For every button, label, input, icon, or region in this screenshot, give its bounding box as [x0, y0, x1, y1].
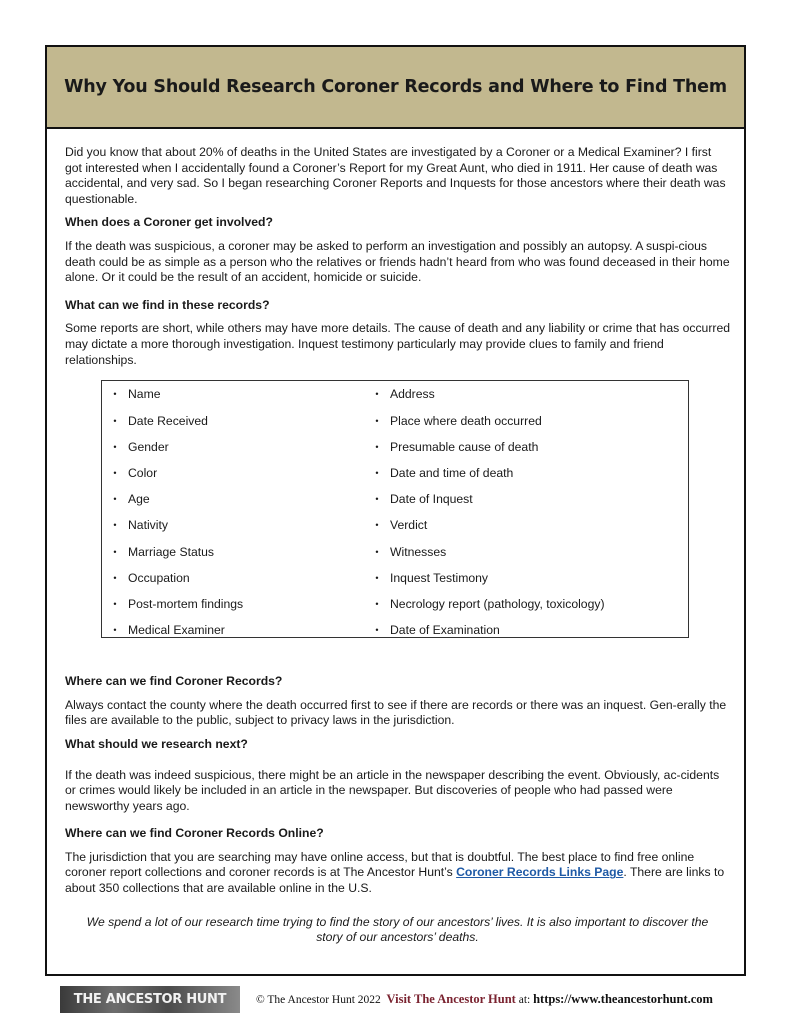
section-paragraph: If the death was indeed suspicious, there might be an article in the newspaper describing the event. Obviously, ac-cidents or crimes would likely be included in an article in the newspaper. But discoveries of people who had passed were newsworthy years ago.	[65, 767, 720, 813]
bullet-icon: •	[375, 520, 379, 531]
record-field-item	[102, 435, 364, 461]
footer-text	[256, 992, 713, 1007]
section-heading: Where can we find Coroner Records?	[65, 674, 283, 689]
bullet-icon: •	[113, 389, 117, 400]
bullet-icon: •	[113, 467, 117, 478]
record-field-label: Date of Examination	[390, 623, 500, 638]
record-field-label: Name	[128, 387, 161, 402]
record-field-label: Necrology report (pathology, toxicology)	[390, 596, 605, 611]
logo-text: THE ANCESTOR HUNT	[73, 991, 227, 1007]
bullet-icon: •	[113, 598, 117, 609]
section-heading: What can we find in these records?	[65, 297, 270, 312]
record-field-label: Verdict	[390, 518, 428, 533]
bullet-icon: •	[375, 546, 379, 557]
record-field-item	[102, 487, 364, 513]
page-frame	[45, 45, 746, 976]
record-field-item	[364, 618, 688, 644]
bullet-icon: •	[375, 625, 379, 636]
bullet-icon: •	[375, 415, 379, 426]
section-heading: Where can we find Coroner Records Online?	[65, 826, 324, 841]
page-title: Why You Should Research Coroner Records and Where to Find Them	[64, 77, 727, 97]
record-field-label: Age	[128, 492, 150, 507]
closing-statement: We spend a lot of our research time trying to find the story of our ancestors’ lives. It is also important to discover the story of our ancestors’ deaths.	[86, 914, 709, 945]
footer	[60, 984, 740, 1014]
record-field-item	[364, 565, 688, 591]
record-field-item	[364, 408, 688, 434]
article-body	[65, 145, 730, 946]
record-field-item	[364, 382, 688, 408]
record-field-label: Presumable cause of death	[390, 439, 539, 454]
paragraph-text: . There are links to about 350 collections that are available online in the U.S.	[65, 865, 725, 896]
record-field-label: Address	[390, 387, 435, 402]
record-field-item	[102, 592, 364, 618]
bullet-icon: •	[113, 494, 117, 505]
bullet-icon: •	[375, 389, 379, 400]
section-heading: What should we research next?	[65, 736, 248, 751]
record-field-item	[102, 539, 364, 565]
at-text: at:	[518, 993, 531, 1006]
bullet-icon: •	[375, 572, 379, 583]
record-field-label: Inquest Testimony	[390, 570, 489, 585]
bullet-icon: •	[113, 546, 117, 557]
bullet-icon: •	[113, 415, 117, 426]
coroner-records-links-page-link[interactable]: Coroner Records Links Page	[456, 865, 624, 880]
record-field-item	[102, 461, 364, 487]
record-field-item	[364, 592, 688, 618]
section-heading: When does a Coroner get involved?	[65, 215, 273, 230]
bullet-icon: •	[375, 494, 379, 505]
record-field-item	[364, 435, 688, 461]
record-field-item	[102, 618, 364, 644]
ancestor-hunt-logo[interactable]	[60, 986, 240, 1013]
record-field-item	[364, 513, 688, 539]
title-banner	[47, 47, 744, 129]
intro-paragraph: Did you know that about 20% of deaths in the United States are investigated by a Coroner or a Medical Examiner? I first got interested when I accidentally found a Coroner’s Report for my Great Aunt, who died in 1911. Her cause of death was accidental, and very sad. So I began researching Coroner Reports and Inquests for those ancestors where their death was questionable.	[65, 145, 726, 206]
record-field-label: Marriage Status	[128, 544, 215, 559]
visit-text: Visit The Ancestor Hunt	[386, 991, 516, 1006]
bullet-icon: •	[375, 467, 379, 478]
record-field-item	[364, 461, 688, 487]
record-field-item	[102, 513, 364, 539]
record-field-label: Date of Inquest	[390, 492, 473, 507]
record-field-label: Medical Examiner	[128, 623, 225, 638]
record-field-label: Occupation	[128, 570, 190, 585]
section-paragraph	[65, 850, 730, 897]
bullet-icon: •	[375, 441, 379, 452]
record-field-label: Post-mortem findings	[128, 596, 244, 611]
record-field-item	[364, 487, 688, 513]
record-fields-table	[101, 380, 689, 638]
record-field-label: Date Received	[128, 413, 208, 428]
record-field-label: Date and time of death	[390, 465, 514, 480]
section-paragraph: Always contact the county where the death occurred first to see if there are records or there was an inquest. Gen-erally the files are available to the public, subject to privacy laws in the jurisdiction.	[65, 697, 727, 728]
record-field-item	[364, 539, 688, 565]
record-field-label: Gender	[128, 439, 169, 454]
bullet-icon: •	[113, 572, 117, 583]
record-field-item	[102, 382, 364, 408]
record-field-label: Nativity	[128, 518, 168, 533]
record-field-item	[102, 408, 364, 434]
bullet-icon: •	[113, 441, 117, 452]
record-field-label: Color	[128, 465, 158, 480]
paragraph-text: The jurisdiction that you are searching may have online access, but that is doubtful. The best place to find free online coroner report collections and coroner records is at The Ancestor Hunt’s	[65, 849, 695, 880]
bullet-icon: •	[113, 625, 117, 636]
section-paragraph: Some reports are short, while others may have more details. The cause of death and any liability or crime that has occurred may dictate a more thorough investigation. Inquest testimony particularly may provide clues to family and friend relationships.	[65, 321, 730, 367]
section-paragraph: If the death was suspicious, a coroner may be asked to perform an investigation and possibly an autopsy. A suspi-cious death could be as simple as a person who the relatives or friends hadn’t heard from who was found deceased in their home alone. Or it could be the result of an accident, homicide or suicide.	[65, 238, 730, 285]
record-field-label: Witnesses	[390, 544, 447, 559]
bullet-icon: •	[375, 598, 379, 609]
site-url[interactable]: https://www.theancestorhunt.com	[533, 991, 713, 1006]
bullet-icon: •	[113, 520, 117, 531]
record-field-item	[102, 565, 364, 591]
copyright-text: © The Ancestor Hunt 2022	[256, 993, 381, 1006]
record-field-label: Place where death occurred	[390, 413, 542, 428]
